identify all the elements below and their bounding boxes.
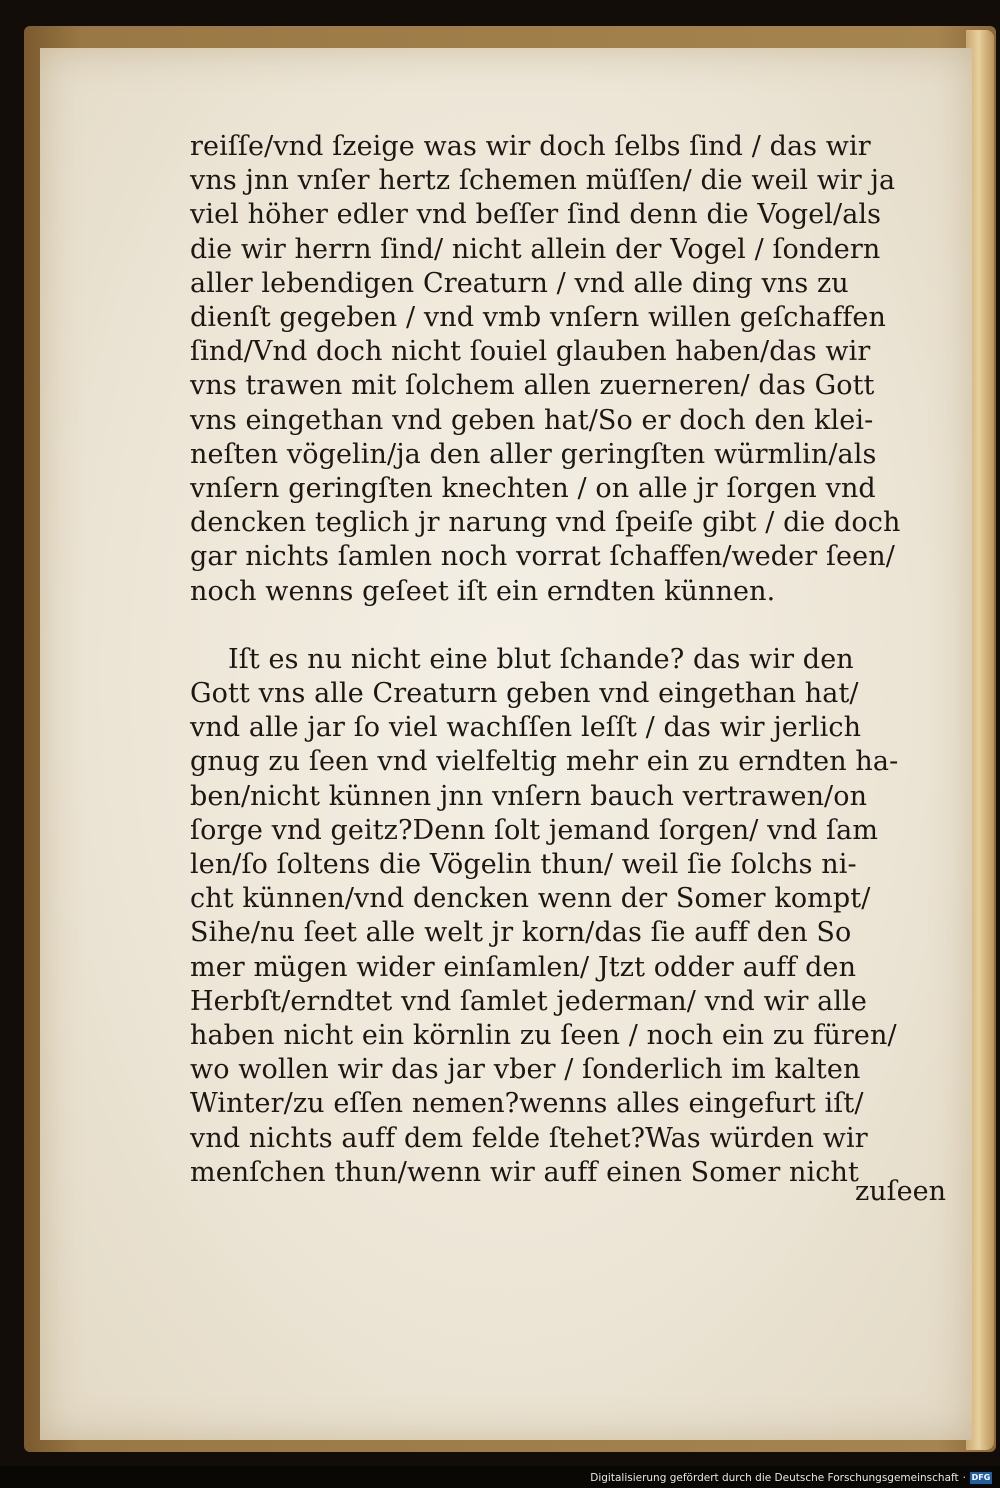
text-line: vns jnn vnſer hertz ſchemen müſſen/ die weil wir ja <box>190 165 896 197</box>
text-line: dienſt gegeben / vnd vmb vnſern willen geſchaffen <box>190 302 886 334</box>
text-line: gar nichts ſamlen noch vorrat ſchaffen/weder ſeen/ <box>190 541 895 573</box>
text-line: ſorge vnd geitz?Denn ſolt jemand ſorgen/ vnd ſam <box>190 814 879 846</box>
text-line: die wir herrn ſind/ nicht allein der Vogel / ſondern <box>190 233 881 265</box>
text-line: Sihe/nu ſeet alle welt jr korn/das ſie auff den So <box>190 917 852 949</box>
text-line: len/ſo ſoltens die Vögelin thun/ weil ſie ſolchs ni- <box>190 849 857 881</box>
paragraph-2 <box>190 643 899 1190</box>
text-line: menſchen thun/wenn wir auff einen Somer nicht <box>190 1156 859 1188</box>
text-line: haben nicht ein körnlin zu ſeen / noch ein zu füren/ <box>190 1020 897 1052</box>
text-line: Gott vns alle Creaturn geben vnd eingethan hat/ <box>190 678 859 710</box>
text-line: Herbſt/erndtet vnd ſamlet jederman/ vnd wir alle <box>190 985 867 1017</box>
text-line: vnd alle jar ſo viel wachſſen leſſt / das wir jerlich <box>190 712 862 744</box>
paragraph-gap <box>190 609 890 643</box>
text-line: vns eingethan vnd geben hat/So er doch den klei- <box>190 404 874 436</box>
text-line: noch wenns geſeet iſt ein erndten künnen. <box>190 575 776 607</box>
text-line: ſind/Vnd doch nicht ſouiel glauben haben/das wir <box>190 336 871 368</box>
text-line: wo wollen wir das jar vber / ſonderlich im kalten <box>190 1054 861 1086</box>
catchword: zuſeen <box>855 1176 946 1207</box>
text-line: mer mügen wider einſamlen/ Jtzt odder auff den <box>190 951 857 983</box>
text-line: vnſern geringſten knechten / on alle jr ſorgen vnd <box>190 473 876 505</box>
text-line: ben/nicht künnen jnn vnſern bauch vertrawen/on <box>190 780 868 812</box>
footer-credit-text: Digitalisierung gefördert durch die Deutsche Forschungsgemeinschaft <box>590 1472 959 1484</box>
text-line: gnug zu ſeen vnd vielfeltig mehr ein zu erndten ha- <box>190 746 899 778</box>
text-line: vnd nichts auff dem felde ſtehet?Was würden wir <box>190 1122 868 1154</box>
text-line: Winter/zu eſſen nemen?wenns alles eingefurt iſt/ <box>190 1088 864 1120</box>
dfg-logo-icon: DFG <box>971 1473 991 1482</box>
footer-credit: Digitalisierung gefördert durch die Deutsche Forschungsgemeinschaft · DFG <box>590 1472 991 1484</box>
text-line: viel höher edler vnd beſſer ſind denn die Vogel/als <box>190 199 882 231</box>
paragraph-1 <box>190 130 901 609</box>
text-line: vns trawen mit ſolchem allen zuerneren/ das Gott <box>190 370 875 402</box>
text-line: Iſt es nu nicht eine blut ſchande? das wir den <box>228 643 854 675</box>
text-line: aller lebendigen Creaturn / vnd alle ding vns zu <box>190 267 849 299</box>
page-text <box>190 130 901 1190</box>
text-line: cht künnen/vnd dencken wenn der Somer kompt/ <box>190 883 871 915</box>
text-line: neſten vögelin/ja den aller geringſten würmlin/als <box>190 438 877 470</box>
text-line: dencken teglich jr narung vnd ſpeiſe gibt / die doch <box>190 507 901 539</box>
text-line: reiſſe/vnd ſzeige was wir doch ſelbs ſind / das wir <box>190 131 871 162</box>
